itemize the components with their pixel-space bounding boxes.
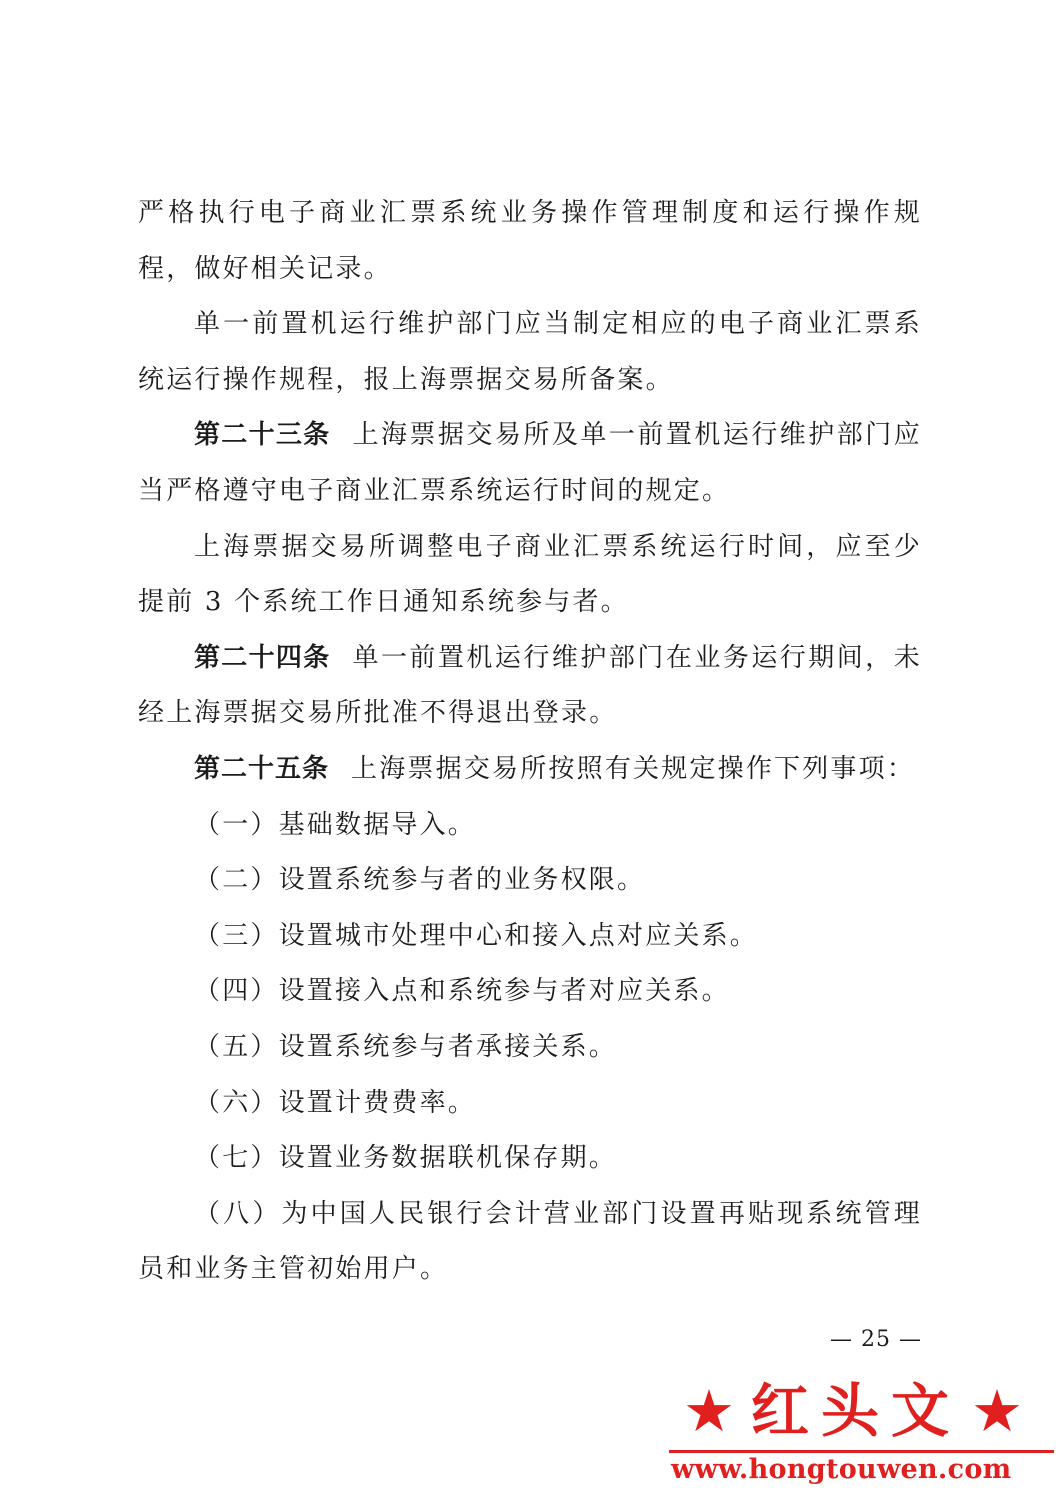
- watermark-url[interactable]: www.hongtouwen.com: [671, 1454, 1012, 1485]
- list-item-text: （七）设置业务数据联机保存期。: [194, 1143, 618, 1174]
- article-24: [138, 631, 922, 742]
- paragraph-text: 上海票据交易所及单一前置机运行维护部门应当严格遵守电子商业汇票系统运行时间的规定。: [138, 420, 922, 506]
- article-25: [138, 742, 922, 798]
- paragraph-text: 严格执行电子商业汇票系统业务操作管理制度和运行操作规程，做好相关记录。: [138, 198, 922, 284]
- list-item: [138, 798, 922, 854]
- list-item-text: （四）设置接入点和系统参与者对应关系。: [194, 976, 730, 1007]
- list-item: [138, 1187, 922, 1298]
- list-item: [138, 1131, 922, 1187]
- paragraph-1: [138, 186, 922, 297]
- watermark-logo[interactable]: [665, 1372, 1058, 1497]
- page-number: — 25 —: [830, 1327, 922, 1352]
- list-item-text: （二）设置系统参与者的业务权限。: [194, 865, 646, 896]
- paragraph-text: 单一前置机运行维护部门应当制定相应的电子商业汇票系统运行操作规程，报上海票据交易所备案。: [138, 309, 922, 395]
- star-icon: ★: [971, 1377, 1024, 1445]
- article-label: 第二十四条: [194, 642, 331, 673]
- article-23: [138, 408, 922, 519]
- list-item: [138, 1076, 922, 1132]
- list-item-text: （五）设置系统参与者承接关系。: [194, 1031, 618, 1062]
- list-item: [138, 853, 922, 909]
- paragraph-text: 上海票据交易所调整电子商业汇票系统运行时间，应至少提前 3 个系统工作日通知系统参与者。: [138, 531, 922, 618]
- paragraph-2: [138, 297, 922, 408]
- paragraph-text: 上海票据交易所按照有关规定操作下列事项：: [351, 753, 916, 784]
- list-item-text: （六）设置计费费率。: [194, 1087, 477, 1118]
- paragraph-text: 单一前置机运行维护部门在业务运行期间，未经上海票据交易所批准不得退出登录。: [138, 642, 922, 729]
- article-label: 第二十五条: [194, 753, 330, 784]
- list-item: [138, 909, 922, 965]
- list-item: [138, 1020, 922, 1076]
- list-item: [138, 964, 922, 1020]
- watermark-title: 红头文: [751, 1377, 962, 1445]
- list-item-text: （一）基础数据导入。: [194, 809, 477, 840]
- document-body: [138, 186, 922, 1298]
- paragraph-4: [138, 520, 922, 631]
- list-item-text: （八）为中国人民银行会计营业部门设置再贴现系统管理员和业务主管初始用户。: [138, 1198, 922, 1285]
- article-label: 第二十三条: [194, 420, 331, 451]
- watermark-divider: [669, 1450, 1054, 1453]
- star-icon: ★: [683, 1377, 735, 1445]
- list-item-text: （三）设置城市处理中心和接入点对应关系。: [194, 920, 759, 951]
- watermark-title-row: [683, 1376, 1023, 1446]
